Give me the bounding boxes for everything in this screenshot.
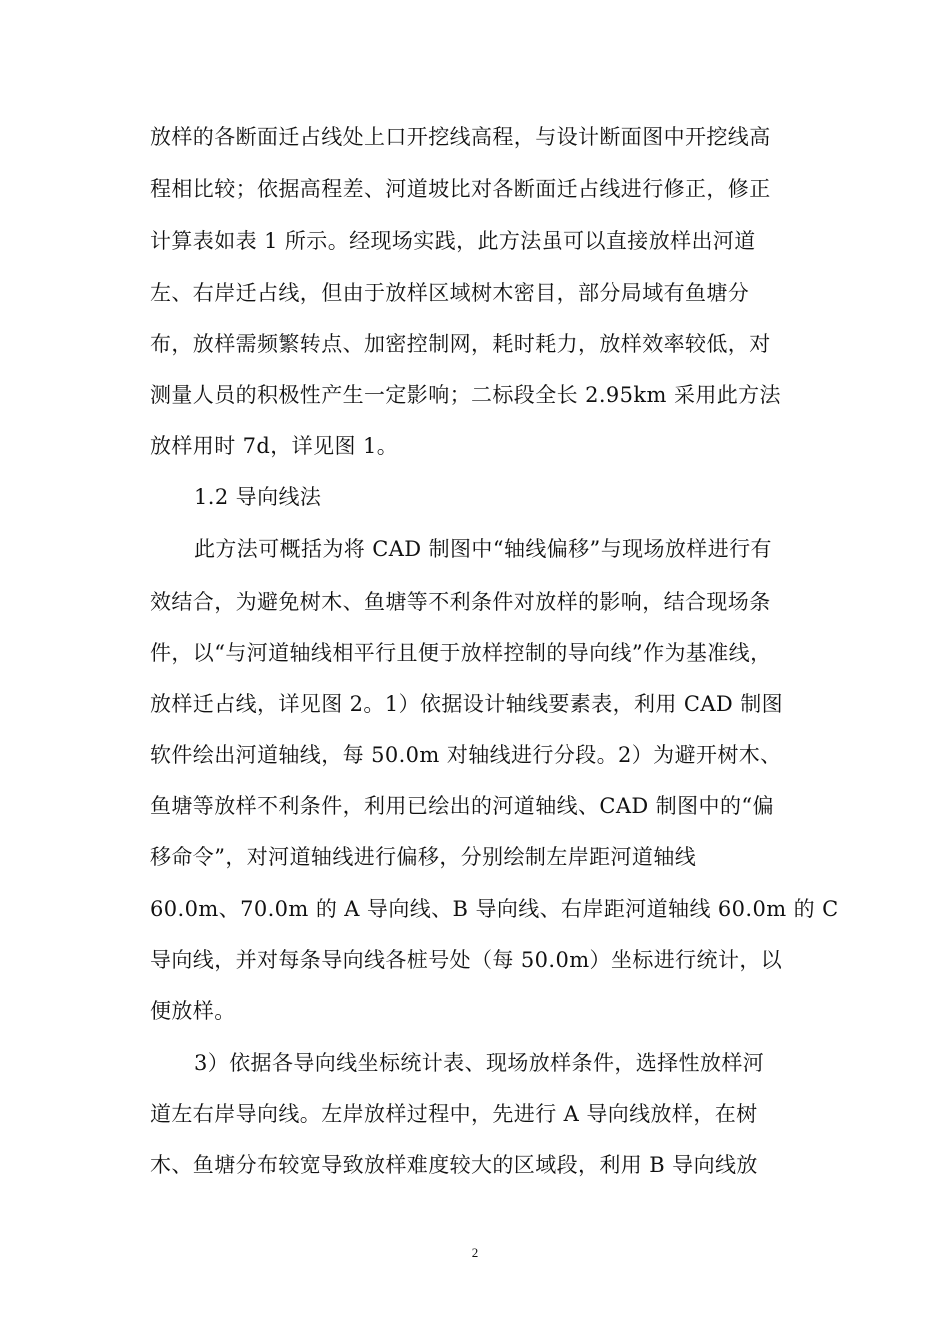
page-number: 2 [471, 1245, 479, 1260]
body-text-line: 60.0m、70.0m 的 A 导向线、B 导向线、右岸距河道轴线 60.0m 的 C [150, 897, 839, 921]
section-heading: 1.2 导向线法 [194, 485, 322, 509]
body-text-line: 程相比较；依据高程差、河道坡比对各断面迁占线进行修正，修正 [150, 177, 771, 201]
body-text-line: 件，以“与河道轴线相平行且便于放样控制的导向线”作为基准线， [150, 641, 772, 665]
body-text-line: 布，放样需频繁转点、加密控制网，耗时耗力，放样效率较低，对 [150, 332, 771, 356]
body-text-line: 此方法可概括为将 CAD 制图中“轴线偏移”与现场放样进行有 [194, 537, 772, 561]
body-text-line: 木、鱼塘分布较宽导致放样难度较大的区域段，利用 B 导向线放 [150, 1153, 758, 1177]
body-text-line: 左、右岸迁占线，但由于放样区域树木密目，部分局域有鱼塘分 [150, 281, 750, 305]
body-text-line: 放样的各断面迁占线处上口开挖线高程，与设计断面图中开挖线高 [150, 125, 771, 149]
body-text-line: 鱼塘等放样不利条件，利用已绘出的河道轴线、CAD 制图中的“偏 [150, 794, 774, 818]
body-text-line: 放样用时 7d，详见图 1。 [150, 434, 399, 458]
body-text-line: 效结合，为避免树木、鱼塘等不利条件对放样的影响，结合现场条 [150, 590, 771, 614]
body-text-line: 计算表如表 1 所示。经现场实践，此方法虽可以直接放样出河道 [150, 229, 756, 253]
body-text-line: 软件绘出河道轴线，每 50.0m 对轴线进行分段。2）为避开树木、 [150, 743, 782, 767]
body-text-line: 测量人员的积极性产生一定影响；二标段全长 2.95km 采用此方法 [150, 383, 781, 407]
body-text-line: 放样迁占线，详见图 2。1）依据设计轴线要素表，利用 CAD 制图 [150, 692, 784, 716]
body-text-line: 3）依据各导向线坐标统计表、现场放样条件，选择性放样河 [194, 1051, 765, 1075]
body-text-line: 便放样。 [150, 999, 236, 1023]
body-text-line: 道左右岸导向线。左岸放样过程中，先进行 A 导向线放样，在树 [150, 1102, 758, 1126]
body-text-line: 导向线，并对每条导向线各桩号处（每 50.0m）坐标进行统计，以 [150, 948, 783, 972]
body-text-line: 移命令”，对河道轴线进行偏移，分别绘制左岸距河道轴线 [150, 845, 697, 869]
